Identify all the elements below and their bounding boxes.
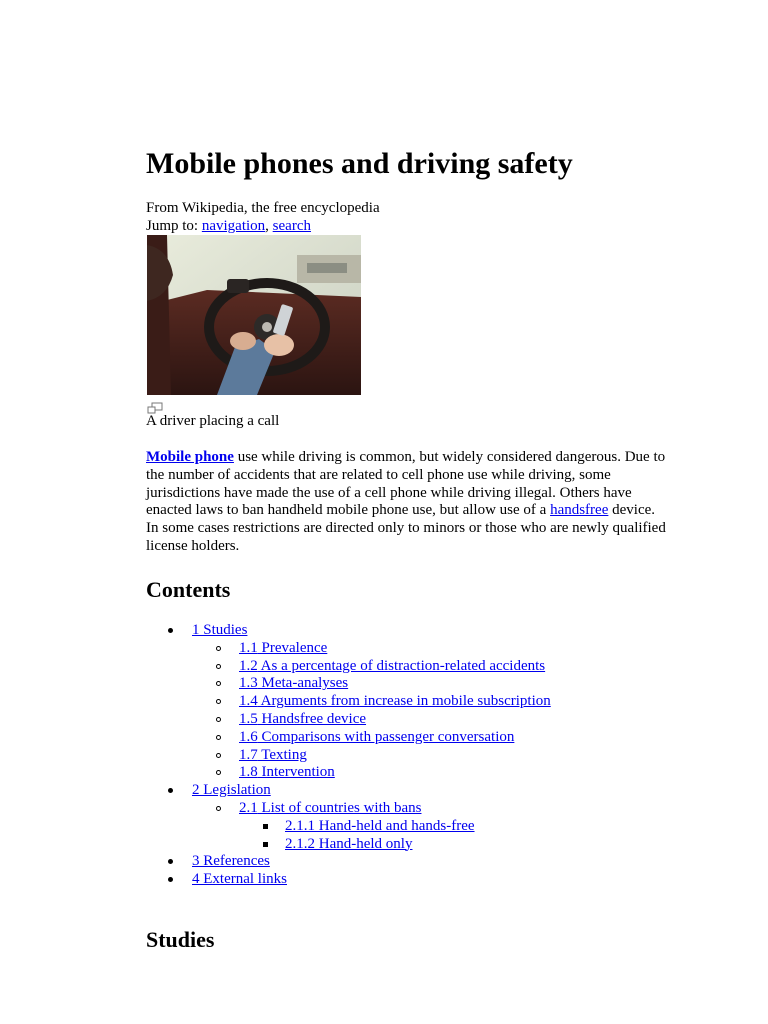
toc-item-label: As a percentage of distraction-related accidents: [257, 657, 546, 674]
toc-item[interactable]: [285, 817, 475, 835]
toc-item-number: 1.4: [239, 693, 258, 710]
toc-item[interactable]: [239, 692, 551, 710]
toc-item-number: 1.8: [239, 764, 258, 781]
site-subtitle: From Wikipedia, the free encyclopedia: [146, 200, 380, 216]
driver-photo[interactable]: [147, 235, 361, 395]
toc-item-number: 2: [192, 782, 200, 799]
toc-item[interactable]: [285, 835, 412, 853]
toc-item-number: 3: [192, 853, 200, 870]
jump-search-link[interactable]: search: [272, 218, 311, 234]
toc-item-number: 1.5: [239, 711, 258, 727]
bullet-circle-icon: [216, 728, 221, 746]
toc-item[interactable]: [192, 852, 270, 870]
figure-caption: A driver placing a call: [146, 413, 280, 429]
toc-item[interactable]: [239, 728, 514, 746]
toc-item-label: Prevalence: [257, 639, 328, 656]
toc-item[interactable]: [192, 781, 271, 799]
toc-item-number: 2.1.2: [285, 835, 315, 852]
toc-item-number: 1.1: [239, 639, 258, 656]
mobile-phone-link[interactable]: Mobile phone: [146, 449, 234, 465]
toc-item[interactable]: [239, 746, 307, 764]
jump-navigation-link[interactable]: navigation: [201, 218, 266, 234]
bullet-disc-icon: [168, 852, 173, 870]
toc-item-label: Texting: [257, 746, 307, 763]
page-title: Mobile phones and driving safety: [146, 147, 573, 180]
intro-paragraph: [146, 449, 666, 556]
bullet-circle-icon: [216, 746, 221, 764]
bullet-disc-icon: [168, 781, 173, 799]
toc-item-number: 1.2: [239, 657, 258, 674]
jump-to-line: [146, 217, 311, 235]
bullet-circle-icon: [216, 657, 221, 675]
toc-item-number: 2.1: [239, 800, 258, 816]
toc-item-number: 1.6: [239, 728, 258, 745]
bullet-disc-icon: [168, 870, 173, 888]
toc-heading: Contents: [146, 577, 231, 602]
toc-item-number: 1.7: [239, 746, 258, 763]
toc-item[interactable]: [239, 763, 335, 781]
toc-item-label: Handsfree device: [257, 711, 367, 727]
intro-text-2: device. In some cases restrictions are directed only to minors or those who are newly qualified license holders.: [146, 502, 666, 554]
toc-item-number: 1.3: [239, 675, 258, 692]
studies-heading: Studies: [146, 927, 215, 952]
toc-item[interactable]: [239, 657, 545, 675]
bullet-square-icon: [263, 817, 268, 835]
toc-item[interactable]: [192, 621, 247, 639]
toc-item-label: Arguments from increase in mobile subscription: [257, 693, 551, 710]
bullet-circle-icon: [216, 639, 221, 657]
jump-to-label: Jump to:: [146, 218, 202, 234]
bullet-circle-icon: [216, 692, 221, 710]
toc-item-label: Hand-held only: [315, 835, 413, 852]
toc-item-label: Hand-held and hands-free: [315, 817, 475, 834]
bullet-circle-icon: [216, 799, 221, 817]
toc-item-label: External links: [199, 871, 287, 888]
toc-item[interactable]: [239, 639, 327, 657]
toc-item-label: Comparisons with passenger conversation: [257, 728, 515, 745]
bullet-square-icon: [263, 835, 268, 853]
toc-item-label: Intervention: [257, 764, 335, 781]
toc-item[interactable]: [239, 710, 366, 728]
toc-item-number: 4: [192, 871, 200, 888]
bullet-disc-icon: [168, 621, 173, 639]
toc-item-label: Studies: [199, 622, 248, 638]
toc-item-label: Legislation: [199, 782, 271, 799]
bullet-circle-icon: [216, 710, 221, 728]
toc-item[interactable]: [192, 870, 287, 888]
bullet-circle-icon: [216, 674, 221, 692]
toc-item-label: List of countries with bans: [257, 800, 422, 816]
toc-item-number: 1: [192, 622, 200, 638]
bullet-circle-icon: [216, 763, 221, 781]
toc-item-label: References: [199, 853, 270, 870]
intro-text-1: use while driving is common, but widely considered dangerous. Due to the number of accidents that are related to cell phone use while driving, some jurisdictions have made the use of a cell phone while driving illegal. Others have enacted laws to ban handheld mobile phone use, but allow use of a: [146, 449, 666, 519]
toc-item-number: 2.1.1: [285, 817, 315, 834]
toc-item[interactable]: [239, 799, 421, 817]
jump-separator: ,: [265, 218, 273, 234]
toc-item[interactable]: [239, 674, 348, 692]
toc-item-label: Meta-analyses: [257, 675, 349, 692]
handsfree-link[interactable]: handsfree: [550, 502, 609, 519]
